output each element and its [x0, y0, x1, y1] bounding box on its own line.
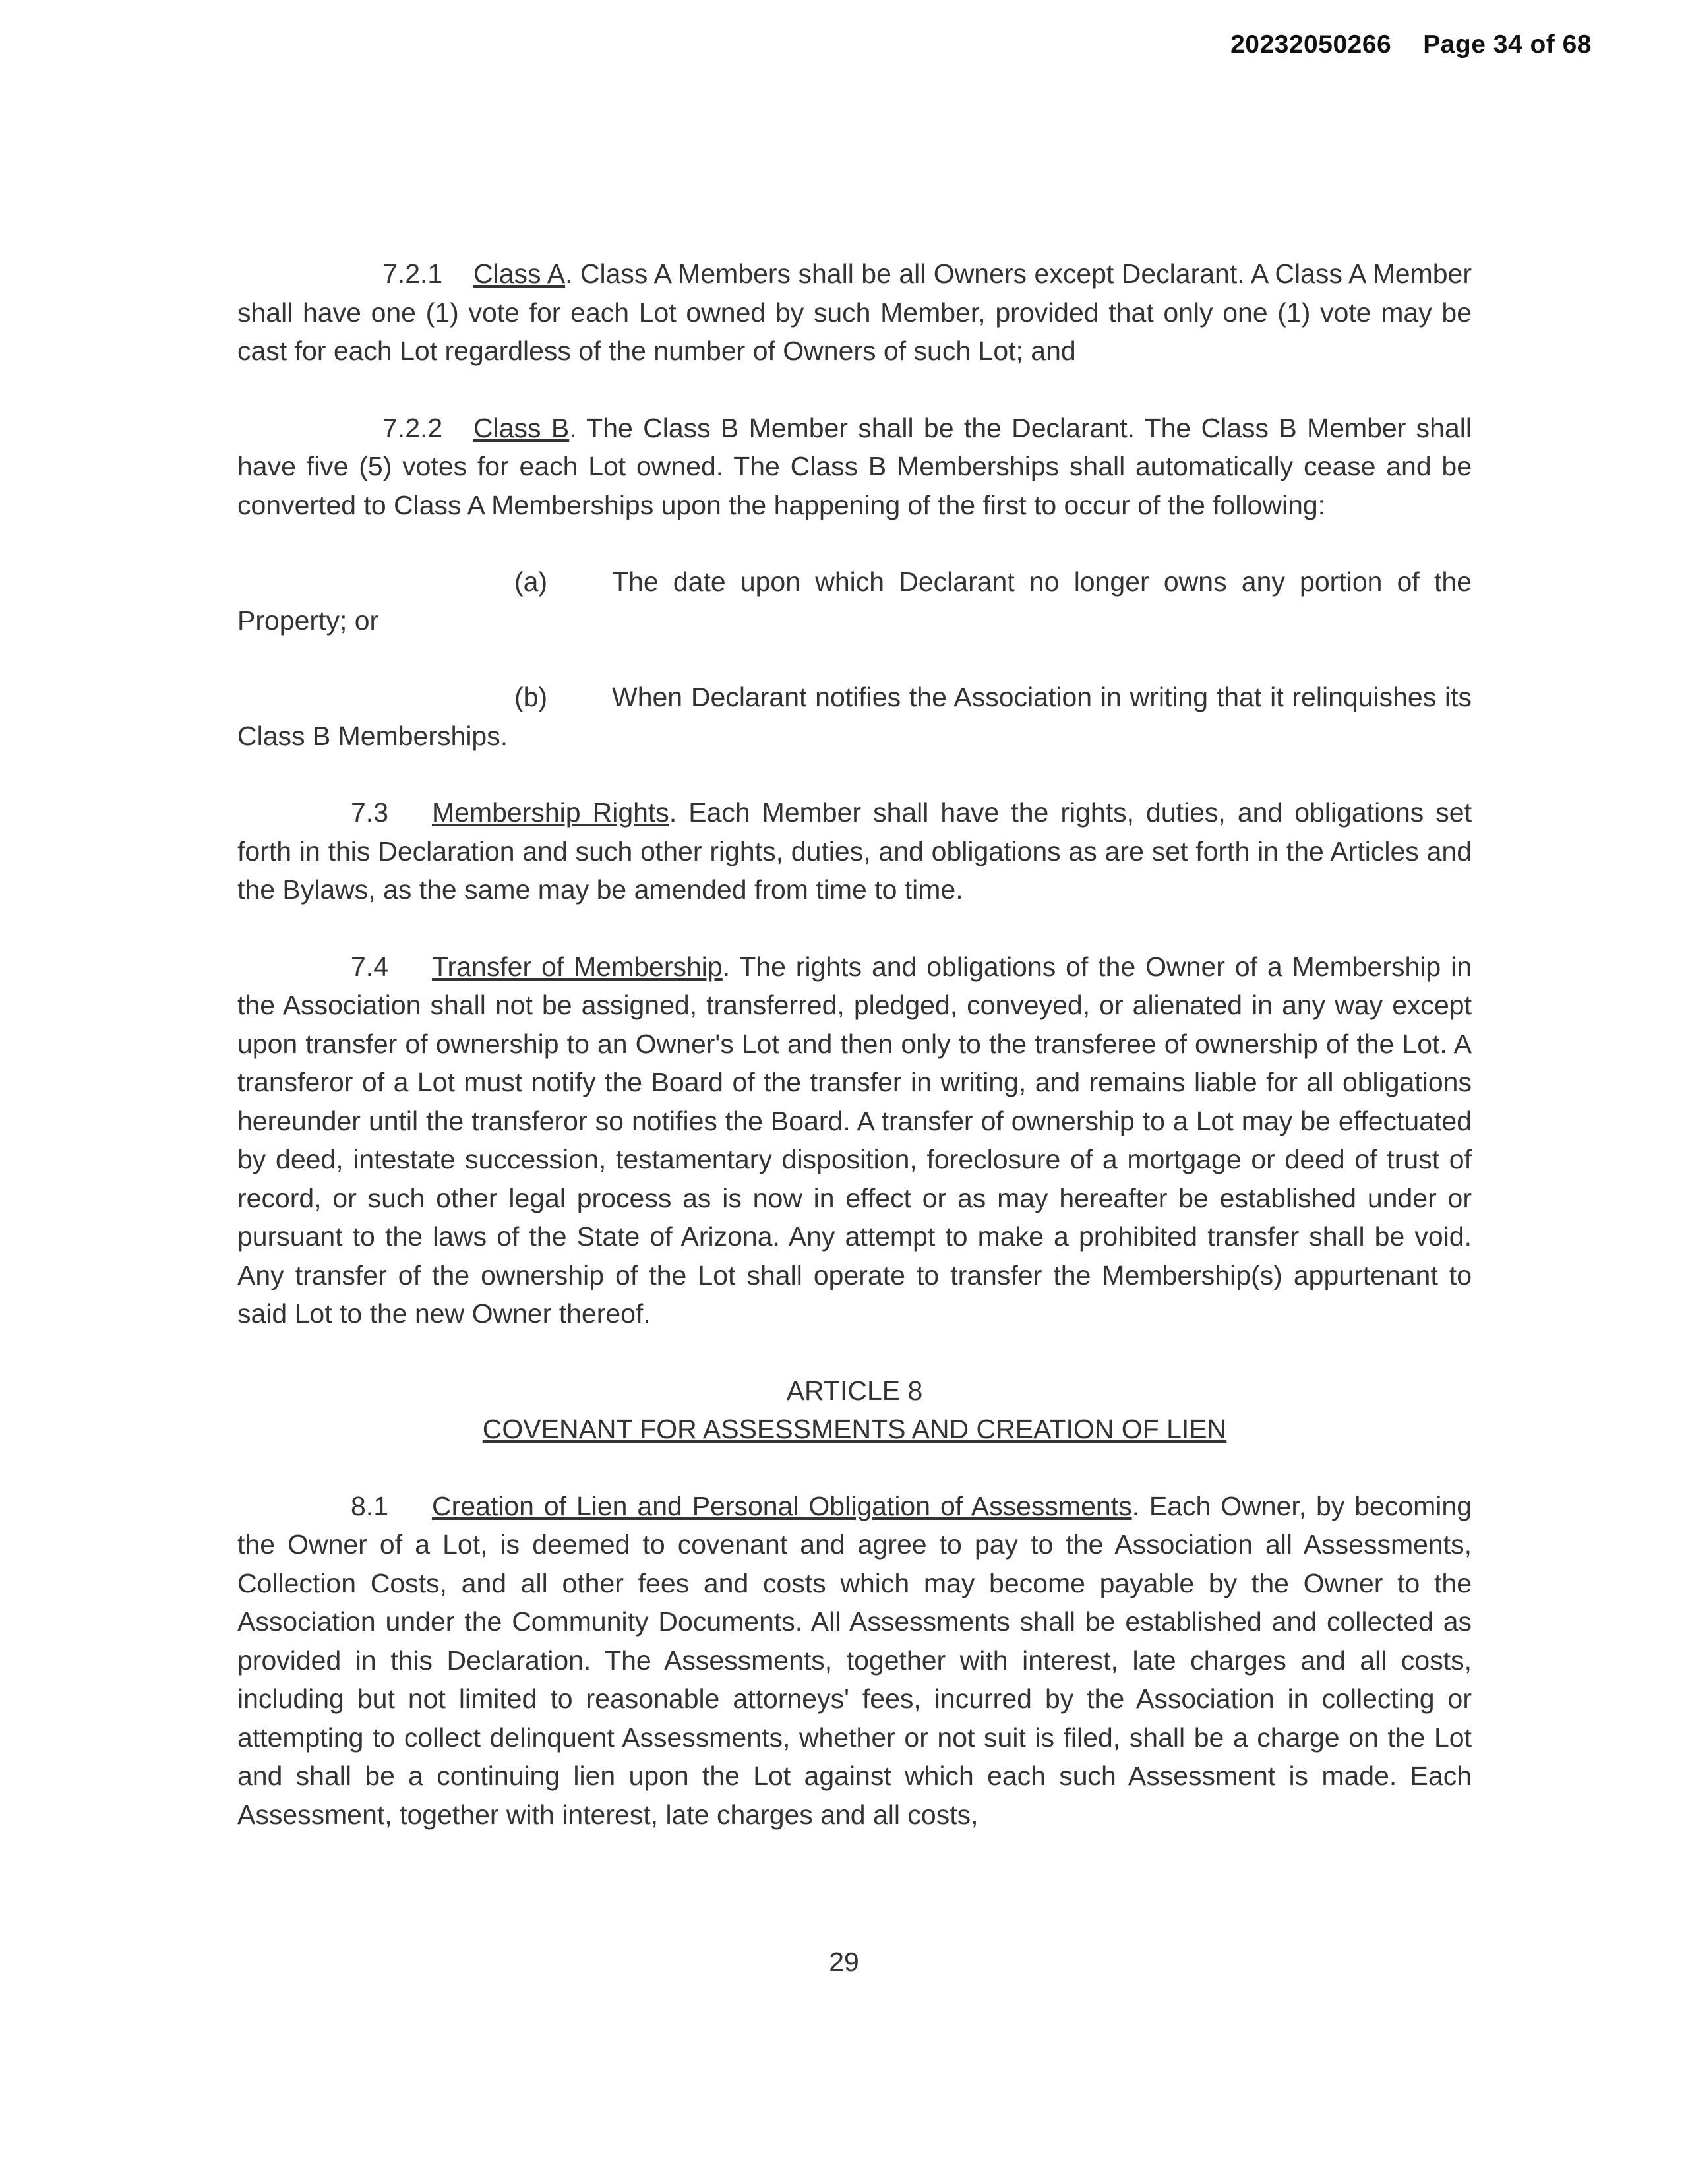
list-item-letter: (b) [514, 682, 548, 712]
section-7-4 [237, 948, 1472, 1333]
section-text: . Class A Members shall be all Owners except Declarant. A Class A Member shall have one (1) vote for each Lot owned by such Member, provided that only one (1) vote may be cast for each Lot regardless of the number of Owners of such Lot; and [237, 258, 1472, 366]
article-title: ARTICLE 8 [786, 1375, 923, 1406]
section-number: 7.2.1 [382, 258, 443, 289]
section-text: . The Class B Member shall be the Declarant. The Class B Member shall have five (5) votes for each Lot owned. The Class B Memberships shall automatically cease and be converted to Class A Memberships upon the happening of the first to occur of the following: [237, 412, 1472, 520]
list-item-text: When Declarant notifies the Association in writing that it relinquishes its Class B Memberships. [237, 682, 1472, 751]
section-text: . Each Owner, by becoming the Owner of a Lot, is deemed to covenant and agree to pay to the Association all Assessments, Collection Costs, and all other fees and costs which may become payable by the Owner to the Association under the Community Documents. All Assessments shall be established and collected as provided in this Declaration. The Assessments, together with interest, late charges and all costs, including but not limited to reasonable attorneys' fees, incurred by the Association in collecting or attempting to collect delinquent Assessments, whether or not suit is filed, shall be a charge on the Lot and shall be a continuing lien upon the Lot against which each such Assessment is made. Each Assessment, together with interest, late charges and all costs, [237, 1490, 1472, 1830]
section-heading: Class B [473, 412, 570, 443]
list-item-a [237, 562, 1472, 640]
section-number: 7.4 [351, 951, 388, 982]
section-heading: Transfer of Membership [432, 951, 723, 982]
section-number: 8.1 [351, 1490, 388, 1521]
document-body [237, 255, 1472, 1872]
list-item-b [237, 678, 1472, 755]
section-7-3 [237, 793, 1472, 909]
article-subtitle: COVENANT FOR ASSESSMENTS AND CREATION OF LIEN [482, 1414, 1227, 1444]
section-text: . The rights and obligations of the Owner of a Membership in the Association shall not be assigned, transferred, pledged, conveyed, or alienated in any way except upon transfer of ownership to an Owner's Lot and then only to the transferee of ownership of the Lot. A transferor of a Lot must notify the Board of the transfer in writing, and remains liable for all obligations hereunder until the transferor so notifies the Board. A transfer of ownership to a Lot may be effectuated by deed, intestate succession, testamentary disposition, foreclosure of a mortgage or deed of trust of record, or such other legal process as is now in effect or as may hereafter be established under or pursuant to the laws of the State of Arizona. Any attempt to make a prohibited transfer shall be void. Any transfer of the ownership of the Lot shall operate to transfer the Membership(s) appurtenant to said Lot to the new Owner thereof. [237, 951, 1472, 1329]
list-item-letter: (a) [514, 566, 548, 597]
document-header [1230, 30, 1592, 59]
page-label: Page 34 of 68 [1423, 30, 1592, 59]
list-item-text: The date upon which Declarant no longer owns any portion of the Property; or [237, 566, 1472, 636]
section-heading: Class A [473, 258, 566, 289]
page-number: 29 [829, 1947, 859, 1977]
recording-number: 20232050266 [1230, 30, 1392, 59]
section-number: 7.3 [351, 797, 388, 828]
section-text: . Each Member shall have the rights, duties, and obligations set forth in this Declaration and such other rights, duties, and obligations as are set forth in the Articles and the Bylaws, as the same may be amended from time to time. [237, 797, 1472, 905]
section-8-1 [237, 1487, 1472, 1835]
article-heading [237, 1372, 1472, 1449]
section-7-2-2 [237, 409, 1472, 525]
section-heading: Membership Rights [432, 797, 669, 828]
section-7-2-1 [237, 255, 1472, 371]
section-heading: Creation of Lien and Personal Obligation of Assessments [432, 1490, 1132, 1521]
section-number: 7.2.2 [382, 412, 443, 443]
